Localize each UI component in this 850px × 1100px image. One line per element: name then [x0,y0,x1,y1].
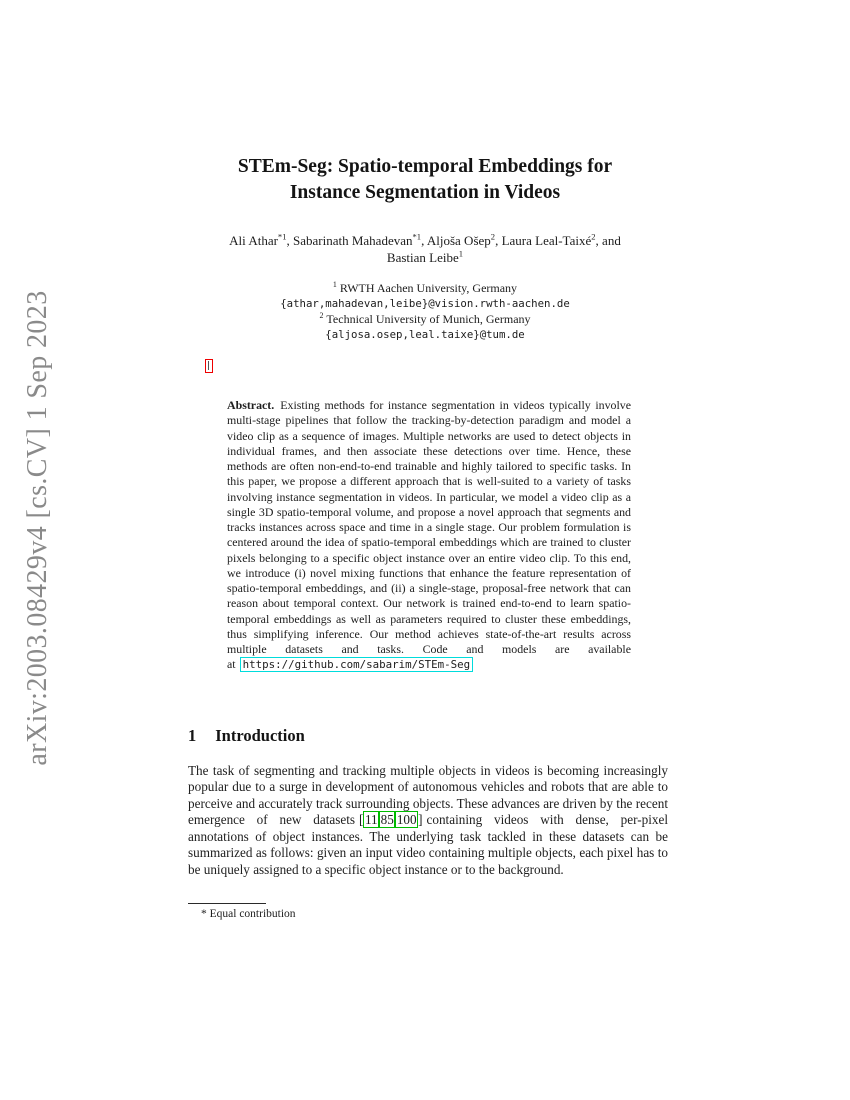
citation-open-bracket: [ [359,812,364,828]
citation-group [359,812,422,827]
affiliation-2 [0,312,850,327]
paper-title-line2: Instance Segmentation in Videos [289,182,561,203]
abstract-paragraph [227,398,631,673]
citation-link-85[interactable]: 85 [380,812,394,828]
author-separator: , [286,233,293,248]
author-name: Sabarinath Mahadevan [293,233,413,248]
author-name: Laura Leal-Taixé [501,233,592,248]
author-line-2 [0,250,850,267]
github-repo-link[interactable]: https://github.com/sabarim/STEm-Seg [240,657,474,672]
citation-link-100[interactable]: 100 [396,812,417,828]
author-affil-marker: *1 [277,231,287,242]
affiliation-1 [0,281,850,296]
paper-title-line1: STEm-Seg: Spatio-temporal Embeddings for [237,156,613,177]
affiliation-name: RWTH Aachen University, Germany [339,281,518,295]
author-line-1 [0,233,850,250]
broken-link-marker[interactable] [205,359,213,373]
affiliation-name: Technical University of Munich, Germany [326,311,531,326]
affiliation-marker: 2 [319,310,324,320]
author-separator: , and [595,233,621,248]
author-affil-marker: 2 [591,231,596,242]
footnote-rule [188,903,266,904]
author-separator: , [495,233,502,248]
section-number: 1 [188,726,197,745]
intro-text-before-citations: The task of segmenting and tracking multiple objects in videos is becoming increasingly popular due to a surge in development of autonomous vehicles and robots that are able to perceive and accurately track surrounding objects. These advances are driven by the recent emergence of new datasets [188,763,668,828]
citation-link-11[interactable]: 11 [364,812,378,828]
author-list [0,233,850,266]
arxiv-watermark: arXiv:2003.08429v4 [cs.CV] 1 Sep 2023 [22,290,53,766]
author-affil-marker: *1 [412,231,422,242]
affiliation-block [0,281,850,342]
author-affil-marker: 2 [490,231,496,242]
affiliation-2-email: {aljosa.osep,leal.taixe}@tum.de [325,327,525,341]
author-separator: , [421,233,427,248]
section-title: Introduction [215,726,305,745]
author-name: Aljoša Ošep [426,233,491,248]
citation-close-bracket: ] [418,812,423,828]
missing-glyph [208,361,209,370]
affiliation-1-email: {athar,mahadevan,leibe}@vision.rwth-aachen.de [280,297,570,311]
abstract-label: Abstract. [227,398,275,412]
abstract-text: Existing methods for instance segmentation in videos typically involve multi-stage pipelines that follow the tracking-by-detection paradigm and model a video clip as a sequence of images. Multiple networks are used to detect objects in individual frames, and then associate these detections over time. Hence, these methods are often non-end-to-end trainable and highly tailored to specific tasks. In this paper, we propose a different approach that is well-suited to a variety of tasks involving instance segmentation in videos. In particular, we model a video clip as a single 3D spatio-temporal volume, and propose a novel approach that segments and tracks instances across space and time in a single stage. Our problem formulation is centered around the idea of spatio-temporal embeddings which are trained to cluster pixels belonging to a specific object instance over an entire video clip. To this end, we introduce (i) novel mixing functions that enhance the feature representation of spatio-temporal embeddings, and (ii) a single-stage, proposal-free network that can reason about temporal context. Our network is trained end-to-end to learn spatio-temporal embeddings as well as parameters required to cluster these embeddings, thus simplifying inference. Our method achieves state-of-the-art results across multiple datasets and tasks. Code and models are available at [227,398,631,672]
introduction-paragraph [188,763,668,878]
equal-contribution-footnote: * Equal contribution [201,908,296,920]
affiliation-marker: 1 [332,280,337,289]
author-name: Bastian Leibe [386,249,459,265]
section-heading-introduction [188,726,305,746]
author-affil-marker: 1 [458,248,464,259]
intro-text-after-citations: containing videos with dense, per-pixel annotations of object instances. The underlying task tackled in these datasets can be summarized as follows: given an input video containing multiple objects, each pixel has to be uniquely assigned to a specific object instance or to the background. [188,812,668,877]
author-name: Ali Athar [229,233,278,248]
paper-title [0,154,850,206]
